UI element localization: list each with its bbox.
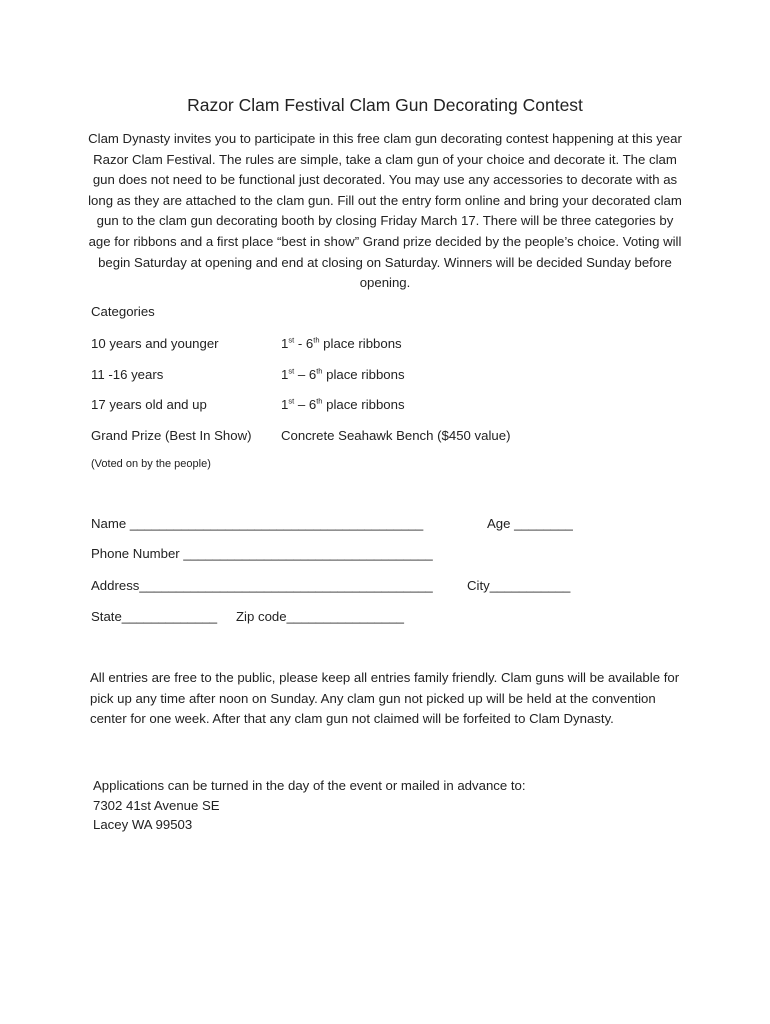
mailing-city: Lacey WA 99503 [93, 817, 193, 832]
zip-field[interactable]: Zip code________________ [236, 609, 404, 624]
category-prize: 1st - 6th place ribbons [281, 335, 402, 351]
category-prize: 1st – 6th place ribbons [281, 396, 405, 412]
age-field[interactable]: Age ________ [487, 516, 573, 531]
mailing-info [93, 776, 526, 835]
name-field[interactable]: Name ________________________________________ [91, 516, 424, 531]
intro-paragraph: Clam Dynasty invites you to participate in this free clam gun decorating contest happening at this year Razor Clam Festival. The rules are simple, take a clam gun of your choice and decorate it. The clam gun does not need to be functional just decorated. You may use any accessories to decorate with as long as they are attached to the clam gun. Fill out the entry form online and bring your decorated clam gun to the clam gun decorating booth by closing Friday March 17. There will be three categories by age for ribbons and a first place “best in show” Grand prize decided by the people’s choice. Voting will begin Saturday at opening and end at closing on Saturday. Winners will be decided Sunday before opening. [88, 131, 682, 291]
address-field[interactable]: Address________________________________________ [91, 578, 433, 593]
state-field[interactable]: State_____________ [91, 609, 218, 624]
category-prize: 1st – 6th place ribbons [281, 366, 405, 382]
phone-field[interactable]: Phone Number __________________________________ [91, 546, 433, 561]
category-label: 11 -16 years [91, 367, 164, 382]
voted-note: (Voted on by the people) [91, 458, 211, 470]
mailing-street: 7302 41st Avenue SE [93, 797, 220, 813]
categories-heading: Categories [91, 304, 155, 319]
grand-prize-label: Grand Prize (Best In Show) [91, 428, 252, 443]
terms-paragraph: All entries are free to the public, please keep all entries family friendly. Clam guns will be available for pick up any time after noon on Sunday. Any clam gun not picked up will be held at the convention center for one week. After that any clam gun not claimed will be forfeited to Clam Dynasty. [90, 670, 680, 727]
mailing-intro: Applications can be turned in the day of the event or mailed in advance to: [93, 778, 526, 793]
document-title: Razor Clam Festival Clam Gun Decorating Contest [187, 95, 583, 115]
category-label: 17 years old and up [91, 397, 207, 412]
city-field[interactable]: City___________ [467, 578, 571, 593]
category-label: 10 years and younger [91, 336, 219, 351]
grand-prize-value: Concrete Seahawk Bench ($450 value) [281, 428, 511, 443]
